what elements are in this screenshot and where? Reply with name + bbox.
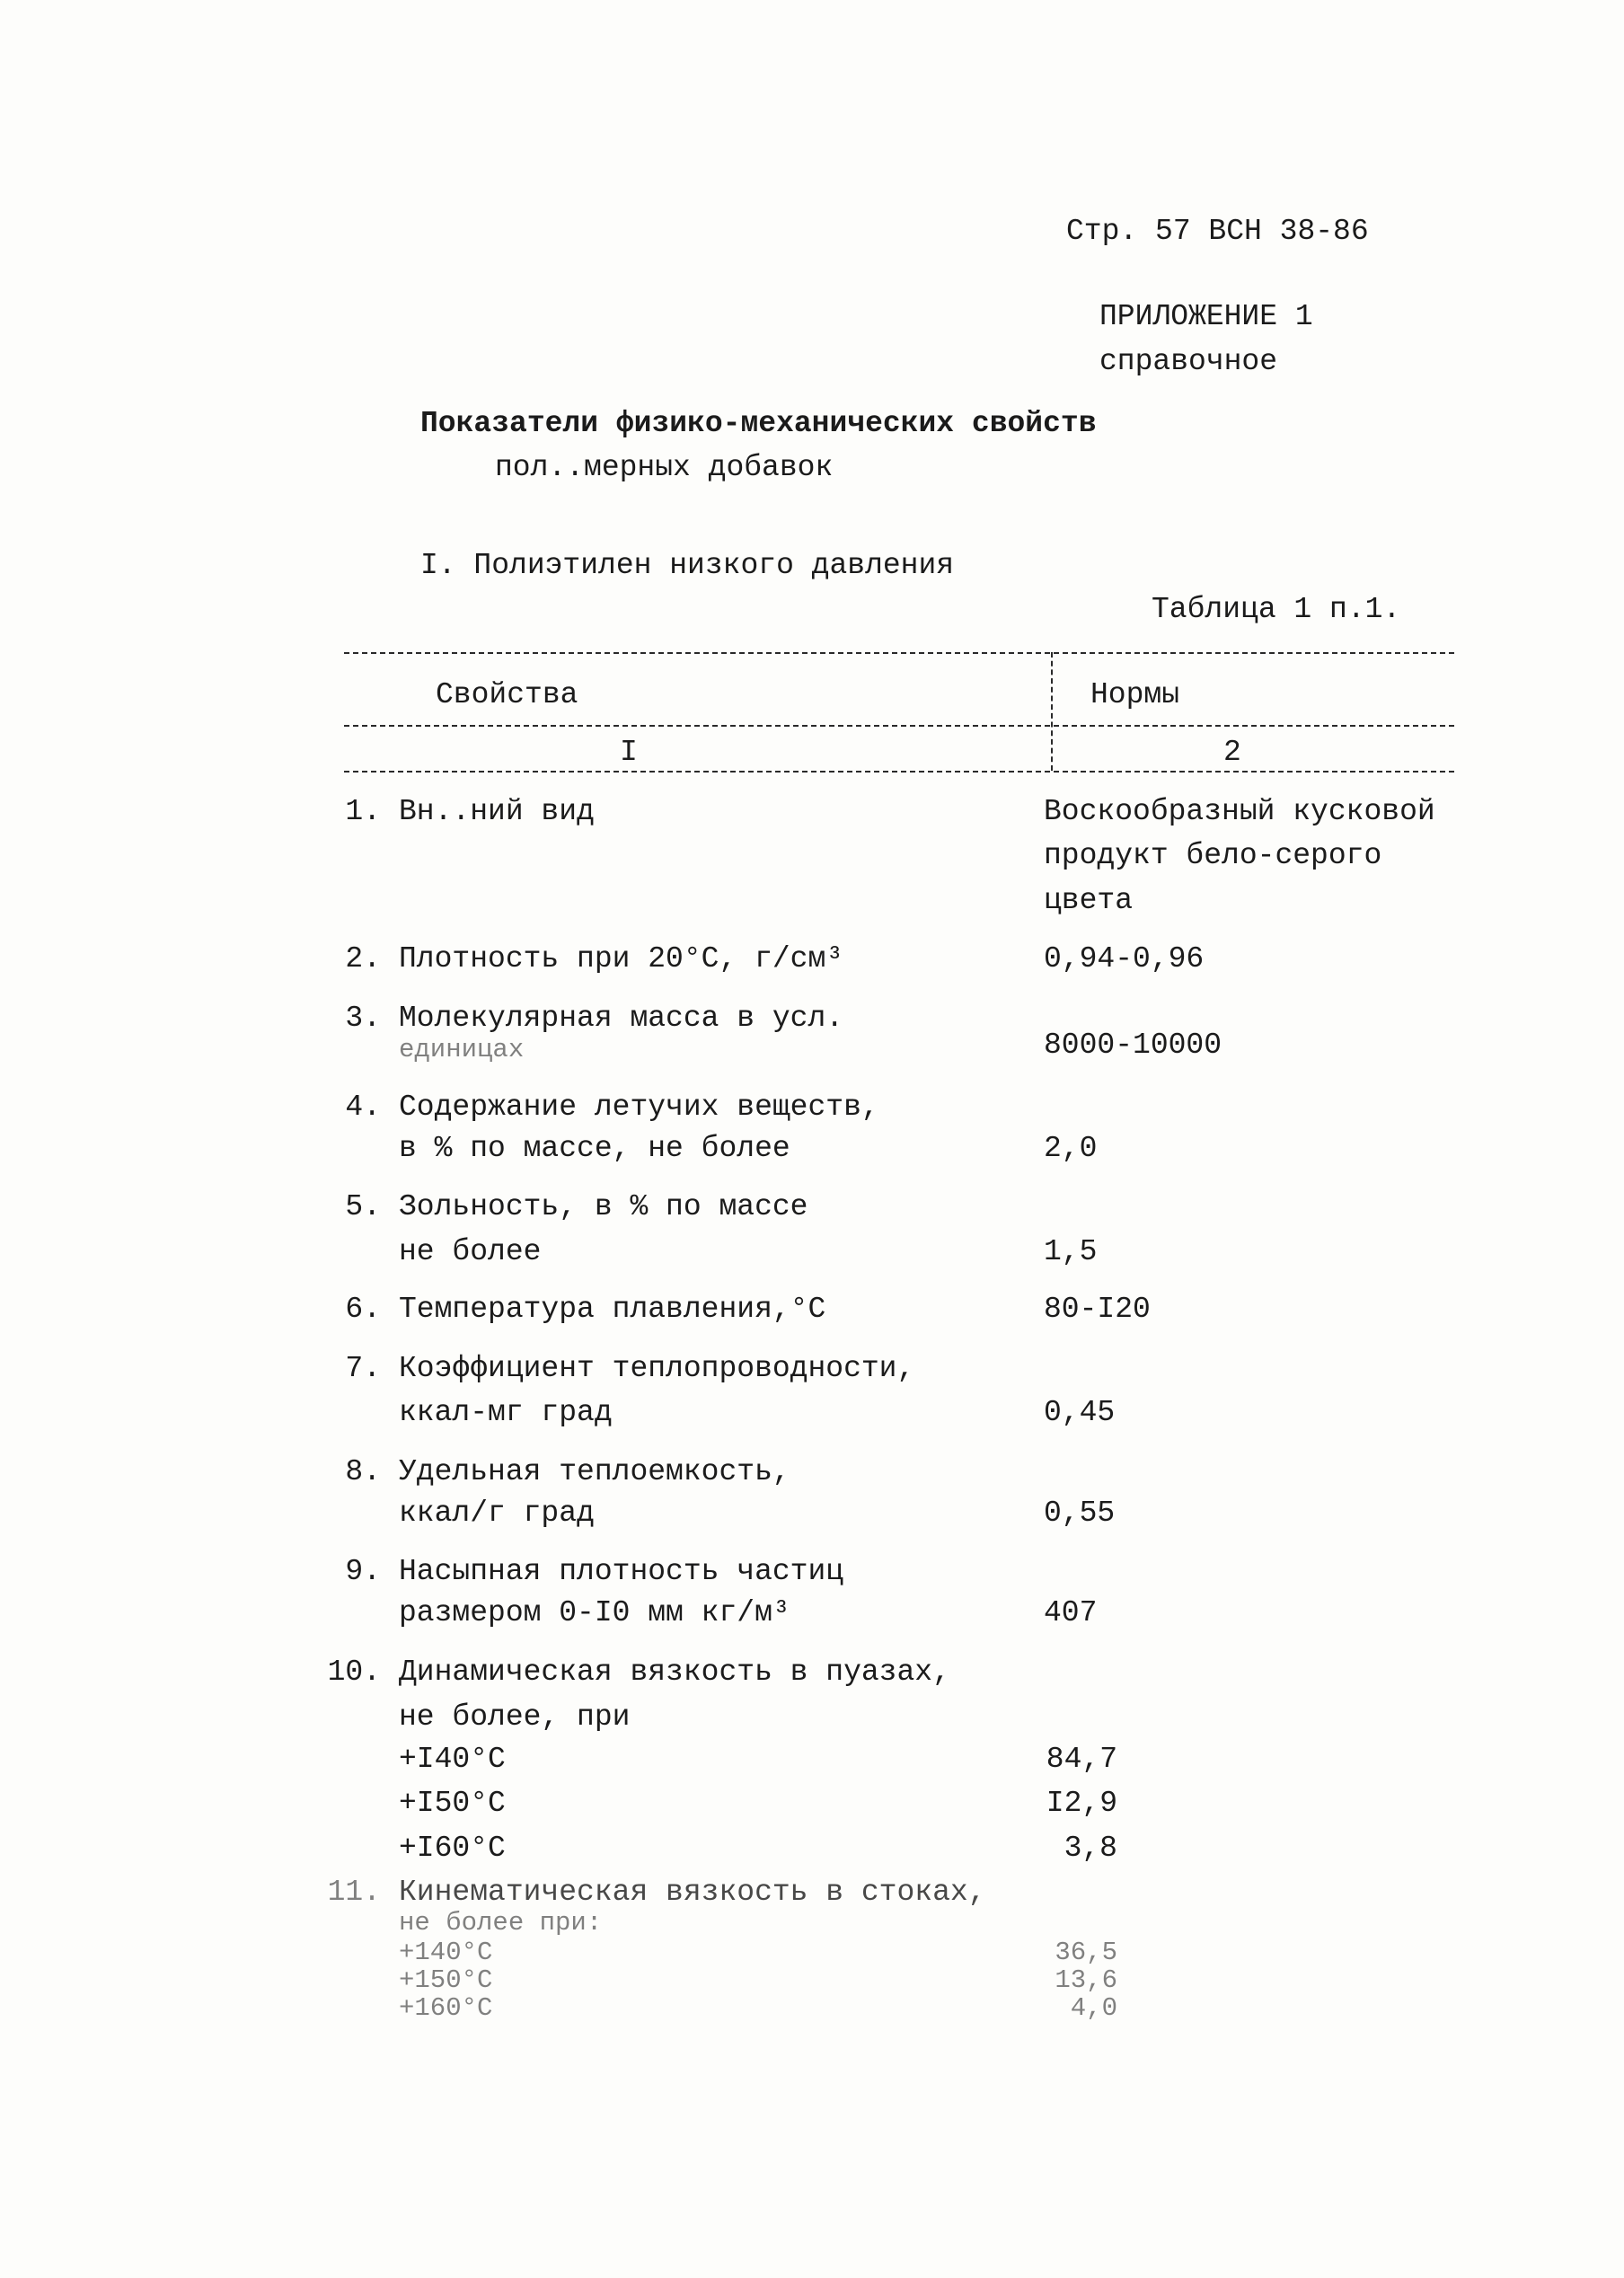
row-number: 7. — [345, 1352, 381, 1385]
row-value: 1,5 — [1044, 1235, 1098, 1268]
row-label: в % по массе, не более — [399, 1132, 790, 1165]
row-label: единицах — [399, 1035, 525, 1064]
row-label: Удельная теплоемкость, — [399, 1455, 790, 1488]
row-label: ккал/г град — [399, 1497, 595, 1530]
row-value: 8000-10000 — [1044, 1029, 1222, 1062]
row-label: не более при: — [399, 1908, 603, 1938]
row-value: 0,94-0,96 — [1044, 942, 1205, 976]
row-label: Температура плавления,°C — [399, 1293, 826, 1326]
table-column-divider — [1051, 652, 1053, 771]
row-number: 3. — [345, 1002, 381, 1035]
row-number: 4. — [345, 1090, 381, 1124]
column-number-2: 2 — [1223, 736, 1241, 769]
row-subrow-value: 4,0 — [1070, 1993, 1117, 2023]
section-heading: I. Полиэтилен низкого давления — [420, 549, 955, 582]
column-header-properties: Свойства — [436, 678, 578, 711]
row-subrow-temperature: +150°C — [399, 1965, 493, 1995]
row-subrow-value: 13,6 — [1055, 1965, 1117, 1995]
column-header-norms: Нормы — [1090, 678, 1180, 711]
row-label: не более, при — [399, 1700, 631, 1734]
row-number: 1. — [345, 795, 381, 828]
table-top-rule — [344, 652, 1454, 654]
row-subrow-temperature: +140°C — [399, 1938, 493, 1967]
document-title-line-1: Показатели физико-механических свойств — [420, 407, 1097, 440]
row-value: цвета — [1044, 884, 1134, 917]
row-label: Кинематическая вязкость в стоках, — [399, 1876, 986, 1909]
row-number: 10. — [327, 1656, 381, 1689]
row-value: 0,55 — [1044, 1497, 1116, 1530]
row-number: 5. — [345, 1190, 381, 1223]
row-subrow-value: I2,9 — [1046, 1787, 1117, 1820]
page-reference: Стр. 57 ВСН 38-86 — [1066, 215, 1369, 248]
row-label: Зольность, в % по массе — [399, 1190, 808, 1223]
row-value: продукт бело-серого — [1044, 839, 1382, 872]
row-label: Динамическая вязкость в пуазах, — [399, 1656, 950, 1689]
table-number-rule — [344, 771, 1454, 773]
row-subrow-temperature: +160°C — [399, 1993, 493, 2023]
row-number: 9. — [345, 1555, 381, 1588]
row-subrow-temperature: +I60°C — [399, 1832, 506, 1865]
row-number: 8. — [345, 1455, 381, 1488]
row-label: Плотность при 20°C, г/см³ — [399, 942, 844, 976]
row-number: 2. — [345, 942, 381, 976]
row-value: Воскообразный кусковой — [1044, 795, 1435, 828]
table-header-rule — [344, 725, 1454, 727]
row-value: 80-I20 — [1044, 1293, 1151, 1326]
row-label: не более — [399, 1235, 542, 1268]
row-label: Насыпная плотность частиц — [399, 1555, 844, 1588]
document-title-line-2: пол..мерных добавок — [495, 451, 834, 484]
row-value: 0,45 — [1044, 1396, 1116, 1429]
row-subrow-temperature: +I40°C — [399, 1743, 506, 1776]
table-reference: Таблица 1 п.1. — [1152, 593, 1401, 626]
appendix-heading: ПРИЛОЖЕНИЕ 1 — [1099, 300, 1313, 333]
row-label: Молекулярная масса в усл. — [399, 1002, 844, 1035]
row-value: 407 — [1044, 1596, 1098, 1629]
row-label: Содержание летучих веществ, — [399, 1090, 879, 1124]
row-subrow-value: 36,5 — [1055, 1938, 1117, 1967]
row-label: ккал-мг град — [399, 1396, 613, 1429]
row-number: 6. — [345, 1293, 381, 1326]
row-label: Коэффициент теплопроводности, — [399, 1352, 915, 1385]
row-value: 2,0 — [1044, 1132, 1098, 1165]
row-label: размером 0-I0 мм кг/м³ — [399, 1596, 790, 1629]
row-subrow-temperature: +I50°C — [399, 1787, 506, 1820]
appendix-type: справочное — [1099, 345, 1278, 378]
row-subrow-value: 84,7 — [1046, 1743, 1117, 1776]
column-number-1: I — [620, 736, 638, 769]
row-label: Вн..ний вид — [399, 795, 595, 828]
row-subrow-value: 3,8 — [1064, 1832, 1117, 1865]
row-number: 11. — [327, 1876, 381, 1909]
